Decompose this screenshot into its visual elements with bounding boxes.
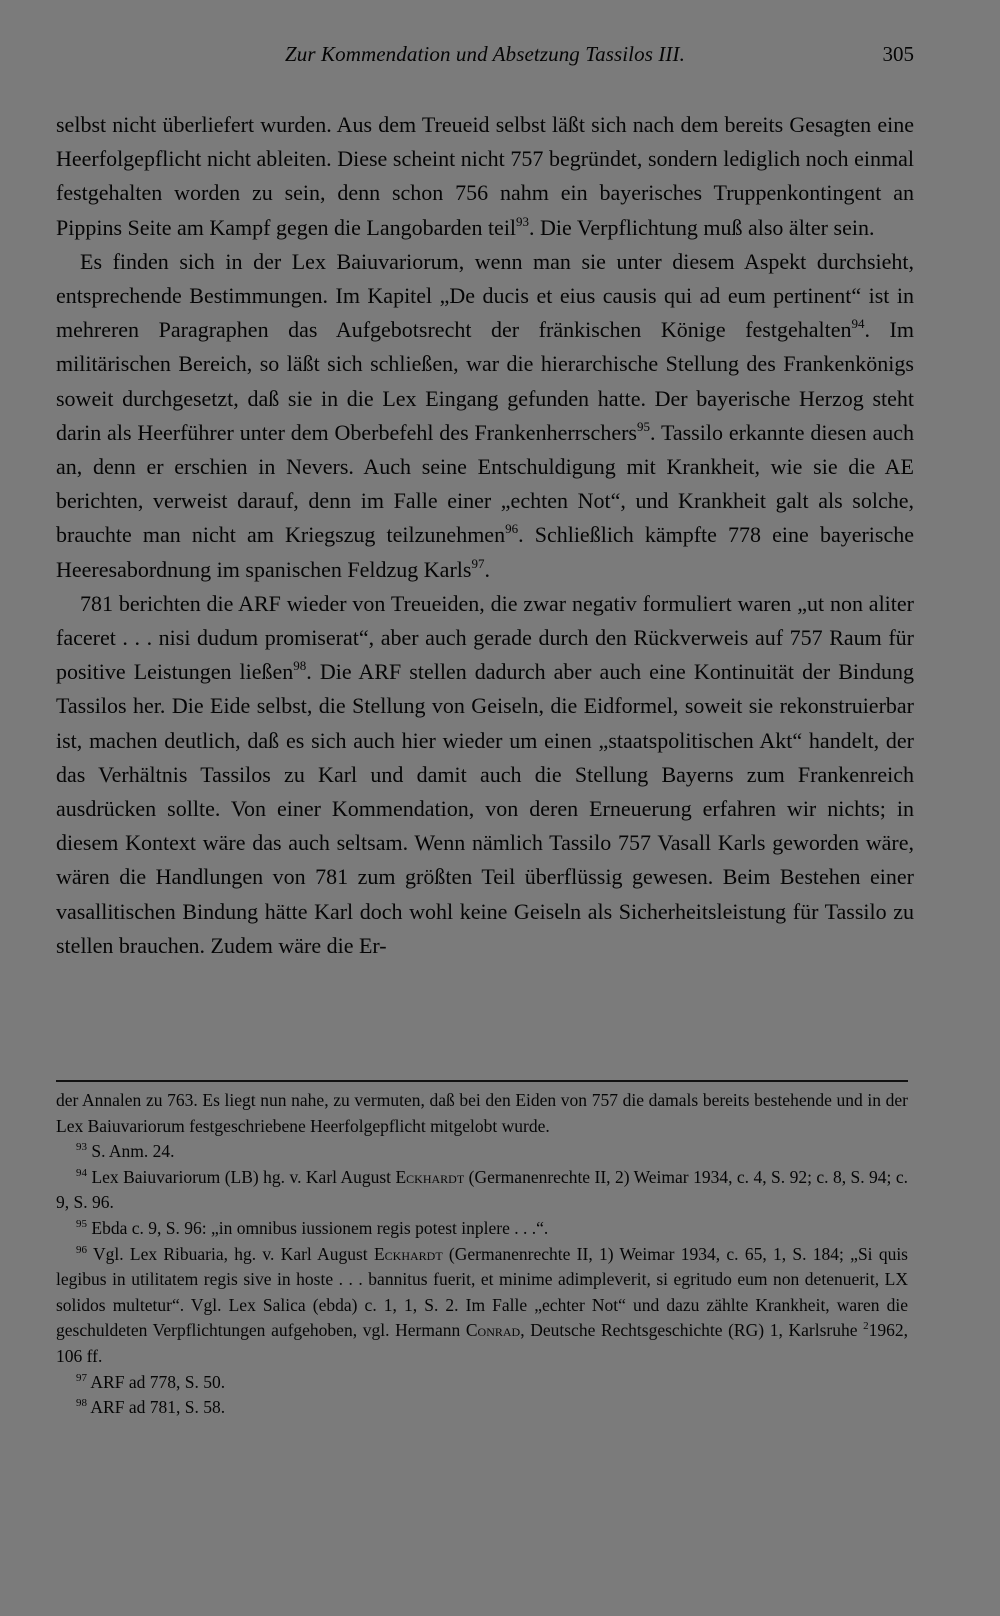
footnote-number: 97 <box>76 1371 87 1384</box>
paragraph-3 <box>56 587 914 963</box>
footnote-98 <box>56 1395 908 1421</box>
footnote-continuation: der Annalen zu 763. Es liegt nun nahe, zu vermuten, daß bei den Eiden von 757 die damals bereits bestehende und in der Lex Baiuvariorum festgeschriebene Heerfolgepflicht mitgelobt wurde. <box>56 1090 908 1136</box>
footnote-93 <box>56 1139 908 1165</box>
author-name: Eckhardt <box>395 1166 465 1187</box>
paragraph-text: . Im militärischen Bereich, so läßt sich schließen, war die hierarchische Stellung des Frankenkönigs soweit durchgesetzt, daß sie in die Lex Eingang gefunden hatte. Der bayerische Herzog steht darin als Heerführer unter dem Oberbefehl des Frankenherrschers <box>56 317 914 445</box>
footnote-number: 98 <box>76 1397 87 1410</box>
footnote-number: 93 <box>76 1141 87 1154</box>
footnote-ref-93[interactable]: 93 <box>516 213 530 229</box>
footnote-ref-98[interactable]: 98 <box>293 658 307 674</box>
paragraph-text: . Die Verpflichtung muß also älter sein. <box>529 214 875 240</box>
footnote-divider <box>56 1080 908 1082</box>
footnote-text: Lex Baiuvariorum (LB) hg. v. Karl August <box>91 1166 396 1187</box>
paragraph-text: Es finden sich in der Lex Baiuvariorum, wenn man sie unter diesem Aspekt durchsieht, entsprechende Bestimmungen. Im Kapitel „De ducis et eius causis qui ad eum pertinent“ ist in mehreren Paragraphen das Aufgebotsrecht der fränkischen Könige festgehalten <box>56 248 914 343</box>
footnote-text: Ebda c. 9, S. 96: „in omnibus iussionem regis potest inplere . . .“. <box>91 1217 549 1238</box>
footnote-ref-97[interactable]: 97 <box>471 555 485 571</box>
footnote-text: , Deutsche Rechtsgeschichte (RG) 1, Karlsruhe <box>520 1320 864 1341</box>
page-number: 305 <box>882 42 914 66</box>
footnote-text: (Germanenrechte II, 1) Weimar 1934, c. 65, 1, S. 184; „Si quis legibus in utilitatem regis sive in hoste . . . bannitus fuerit, et minime adimpleverit, si egritudo eum non detenuerit, LX solidos multetur“. Vgl. Lex Salica (ebda) c. 1, 1, S. 2. Im Falle „echter Not“ und dazu zählte Krankheit, waren die geschuldeten Verpflichtungen aufgehoben, vgl. Hermann <box>56 1243 908 1341</box>
footnotes <box>56 1088 908 1421</box>
paragraph-text: 781 berichten die ARF wieder von Treueiden, die zwar negativ formuliert waren „ut non aliter faceret . . . nisi dudum promiserat“, aber auch gerade durch den Rückverweis auf 757 Raum für positive Leistungen ließen <box>56 590 914 685</box>
edition-number: 2 <box>863 1320 869 1333</box>
footnote-text: S. Anm. 24. <box>91 1141 175 1162</box>
footnote-97 <box>56 1370 908 1396</box>
footnote-94 <box>56 1165 908 1216</box>
footnote-text: 1962, 106 ff. <box>56 1320 909 1366</box>
footnote-ref-96[interactable]: 96 <box>505 521 519 537</box>
footnote-text: (Germanenrechte II, 2) Weimar 1934, c. 4, S. 92; c. 8, S. 94; c. 9, S. 96. <box>56 1166 908 1213</box>
paragraph-text: selbst nicht überliefert wurden. Aus dem Treueid selbst läßt sich nach dem bereits Gesagten eine Heerfolgepflicht nicht ableiten. Diese scheint nicht 757 begründet, sondern lediglich noch einmal festgehalten worden zu sein, denn schon 756 nahm ein bayerisches Truppenkontingent an Pippins Seite am Kampf gegen die Langobarden teil <box>56 112 914 240</box>
paragraph-2 <box>56 245 914 587</box>
author-name: Eckhardt <box>373 1243 443 1264</box>
main-text <box>56 108 914 963</box>
footnote-95 <box>56 1216 908 1242</box>
paragraph-text: . Schließlich kämpfte 778 eine bayerische Heeresabordnung im spanischen Feldzug Karls <box>56 522 915 582</box>
footnote-text: ARF ad 781, S. 58. <box>90 1397 226 1418</box>
footnote-number: 94 <box>76 1166 87 1179</box>
footnote-96 <box>56 1242 908 1370</box>
footnote-text: Vgl. Lex Ribuaria, hg. v. Karl August <box>92 1243 374 1264</box>
paragraph-text: . Die ARF stellen dadurch aber auch eine Kontinuität der Bindung Tassilos her. Die Eide selbst, die Stellung von Geiseln, die Eidformel, soweit sie rekonstruierbar ist, machen deutlich, daß es sich auch hier wieder um einen „staatspolitischen Akt“ handelt, der das Verhältnis Tassilos zu Karl und damit auch die Stellung Bayerns zum Frankenreich ausdrücken sollte. Von einer Kommendation, von deren Erneuerung erfahren wir nichts; in diesem Kontext wäre das auch seltsam. Wenn nämlich Tassilo 757 Vasall Karls geworden wäre, wären die Handlungen von 781 zum größten Teil überflüssig gewesen. Beim Bestehen einer vasallitischen Bindung hätte Karl doch wohl keine Geiseln als Sicherheitsleistung für Tassilo zu stellen brauchen. Zudem wäre die Er- <box>56 659 915 958</box>
author-name: Conrad <box>465 1320 521 1341</box>
running-title: Zur Kommendation und Absetzung Tassilos III. <box>285 42 685 66</box>
footnote-text: ARF ad 778, S. 50. <box>90 1371 226 1392</box>
footnote-ref-95[interactable]: 95 <box>636 418 650 434</box>
paragraph-text: . Tassilo erkannte diesen auch an, denn er erschien in Nevers. Auch seine Entschuldigung mit Krankheit, wie sie die AE berichten, verweist darauf, denn im Falle einer „echten Not“, und Krankheit galt als solche, brauchte man nicht am Kriegszug teilzunehmen <box>56 419 914 548</box>
paragraph-1 <box>56 108 914 245</box>
paragraph-text: . <box>484 556 490 582</box>
page-header <box>56 42 914 76</box>
footnote-ref-94[interactable]: 94 <box>851 316 865 332</box>
footnote-number: 95 <box>76 1217 87 1230</box>
footnote-number: 96 <box>76 1243 87 1256</box>
